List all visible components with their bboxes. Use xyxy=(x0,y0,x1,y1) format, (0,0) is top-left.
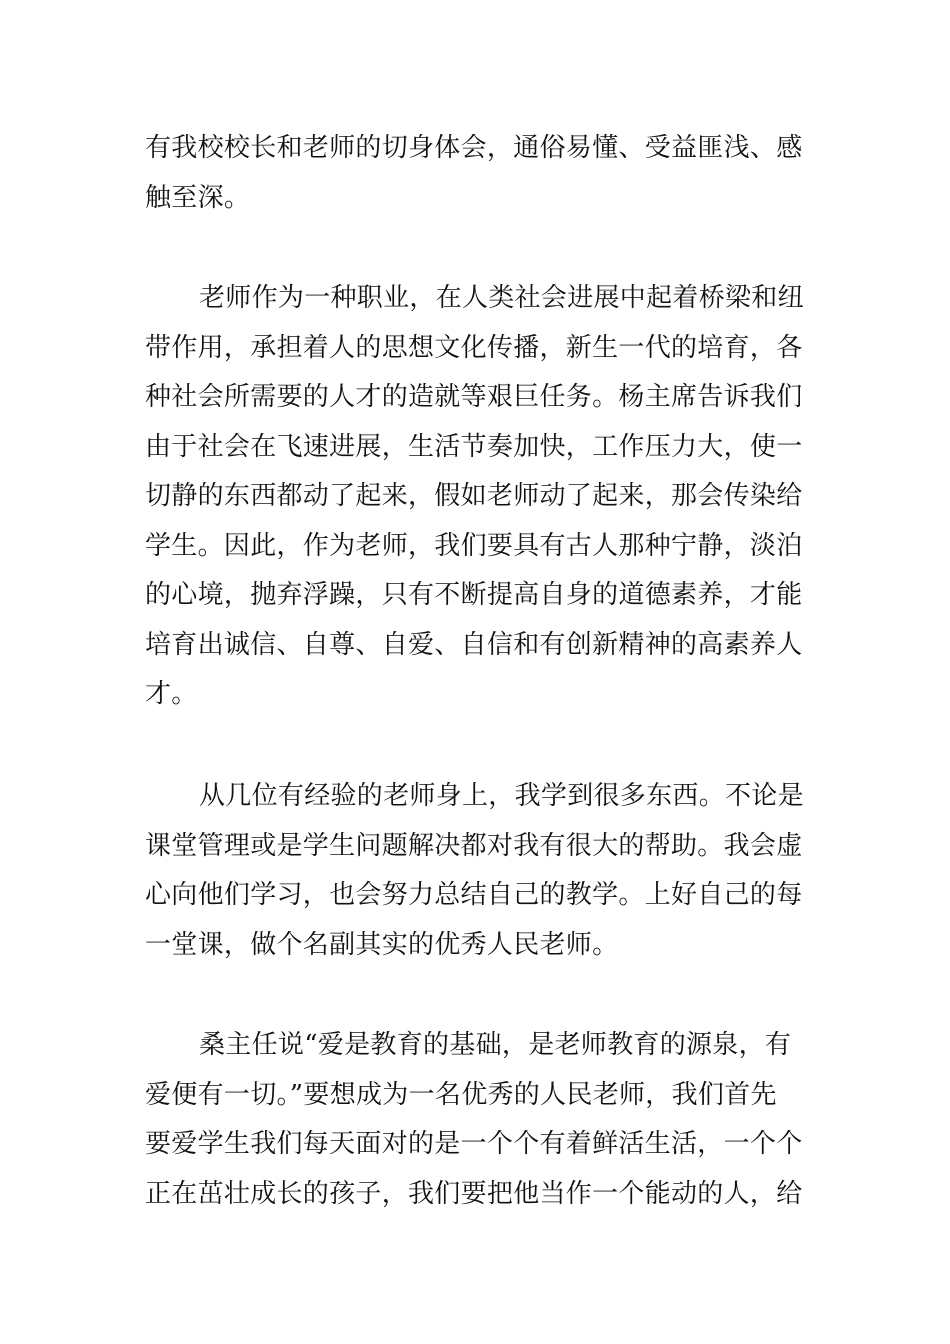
text-line: 桑主任说“爱是教育的基础，是老师教育的源泉，有 xyxy=(199,1030,792,1060)
text-line: 从几位有经验的老师身上，我学到很多东西。不论是 xyxy=(199,781,804,811)
text-line: 才。 xyxy=(145,679,198,709)
text-line: 要爱学生我们每天面对的是一个个有着鲜活生活，一个个 xyxy=(145,1129,803,1159)
paragraph-continuation xyxy=(145,124,813,223)
text-line: 培育出诚信、自尊、自爱、自信和有创新精神的高素养人 xyxy=(145,629,803,660)
text-line: 的心境，抛弃浮躁，只有不断提高自身的道德素养，才能 xyxy=(145,580,803,610)
text-line: 切静的东西都动了起来，假如老师动了起来，那会传染给 xyxy=(145,481,803,511)
paragraph-love-is-foundation xyxy=(145,1021,813,1219)
paragraph-teacher-profession xyxy=(145,274,813,720)
text-line: 一堂课，做个名副其实的优秀人民老师。 xyxy=(145,929,619,960)
text-line: 触至深。 xyxy=(145,182,251,213)
text-line: 老师作为一种职业，在人类社会进展中起着桥梁和纽 xyxy=(199,283,804,313)
text-line: 由于社会在飞速进展，生活节奏加快，工作压力大，使一 xyxy=(145,431,803,462)
text-line: 有我校校长和老师的切身体会，通俗易懂、受益匪浅、感 xyxy=(145,133,803,163)
text-line: 课堂管理或是学生问题解决都对我有很大的帮助。我会虚 xyxy=(145,830,803,861)
text-line: 爱便有一切。”要想成为一名优秀的人民老师，我们首先 xyxy=(145,1079,777,1110)
text-line: 学生。因此，作为老师，我们要具有古人那种宁静，淡泊 xyxy=(145,530,803,561)
text-line: 心向他们学习，也会努力总结自己的教学。上好自己的每 xyxy=(145,880,803,910)
text-line: 正在茁壮成长的孩子，我们要把他当作一个能动的人，给 xyxy=(145,1178,803,1209)
text-line: 带作用，承担着人的思想文化传播，新生一代的培育，各 xyxy=(145,332,803,363)
paragraph-experienced-teachers xyxy=(145,772,813,970)
text-line: 种社会所需要的人才的造就等艰巨任务。杨主席告诉我们 xyxy=(145,382,803,412)
